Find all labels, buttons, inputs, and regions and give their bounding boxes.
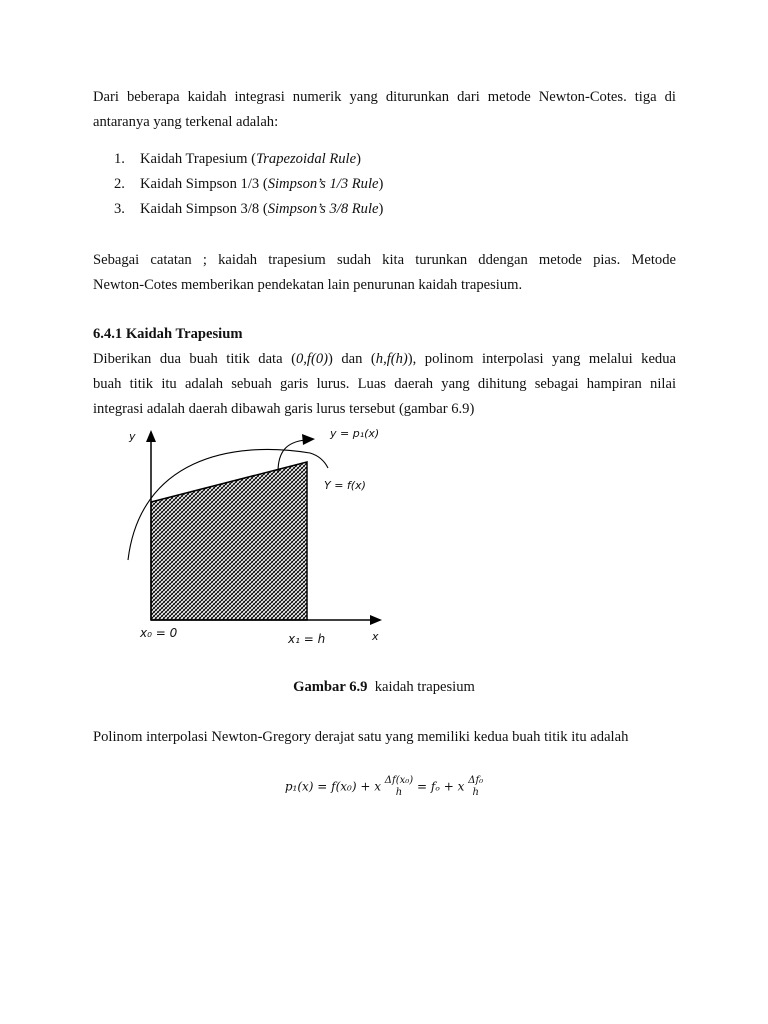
note-line-1: Sebagai catatan ; kaidah trapesium sudah kita turunkan ddengan metode pias. Metode (93, 252, 676, 268)
figure-caption (0, 675, 768, 700)
list-item: 2. Kaidah Simpson 1/3 (Simpson’s 1/3 Rule) (114, 176, 384, 192)
line-label: y = p₁(x) (330, 427, 380, 440)
closing-paragraph: Polinom interpolasi Newton-Gregory derajat satu yang memiliki kedua buah titik itu adalah (93, 729, 629, 745)
pointer-arrowhead (302, 434, 315, 445)
note-paragraph (93, 248, 676, 298)
section-line-3: integrasi adalah daerah dibawah garis lurus tersebut (gambar 6.9) (93, 401, 475, 417)
trapezoid-area (151, 462, 307, 620)
section-line-1: Diberikan dua buah titik data (0,f(0)) dan (h,f(h)), polinom interpolasi yang melalui kedua (93, 351, 677, 367)
formula-lhs: p₁(x) = f(x₀) + x (284, 779, 381, 794)
caption-text: kaidah trapesium (367, 679, 475, 695)
intro-paragraph (93, 85, 676, 135)
caption-number: Gambar 6.9 (293, 679, 368, 695)
section-paragraph (93, 347, 676, 422)
formula-fraction-1: Δf(x₀) h (384, 775, 414, 798)
x0-label: x₀ = 0 (140, 626, 178, 640)
y-axis-arrow (146, 430, 156, 442)
newton-gregory-formula (0, 775, 768, 799)
section-heading: 6.4.1 Kaidah Trapesium (93, 326, 243, 342)
x1-label: x₁ = h (288, 632, 326, 646)
rules-list (114, 147, 383, 222)
intro-line-2: antaranya yang terkenal adalah: (93, 114, 279, 130)
trapezoid-diagram (110, 420, 440, 660)
x-axis-arrow (370, 615, 382, 625)
formula-mid: = fₒ + x (417, 779, 465, 794)
y-axis-label: y (129, 430, 136, 443)
curve-label: Y = f(x) (324, 479, 366, 492)
formula-fraction-2: Δf₀ h (468, 775, 484, 798)
trapezoid-figure (110, 420, 440, 660)
x-axis-label: x (372, 630, 379, 643)
list-item: 3. Kaidah Simpson 3/8 (Simpson’s 3/8 Rule) (114, 201, 384, 217)
list-item: 1. Kaidah Trapesium (Trapezoidal Rule) (114, 151, 361, 167)
intro-line-1: Dari beberapa kaidah integrasi numerik yang diturunkan dari metode Newton-Cotes. tiga di (93, 89, 676, 105)
section-line-2: buah titik itu adalah sebuah garis lurus. Luas daerah yang dihitung sebagai hampiran nilai (93, 376, 676, 392)
note-line-2: Newton-Cotes memberikan pendekatan lain penurunan kaidah trapesium. (93, 277, 523, 293)
